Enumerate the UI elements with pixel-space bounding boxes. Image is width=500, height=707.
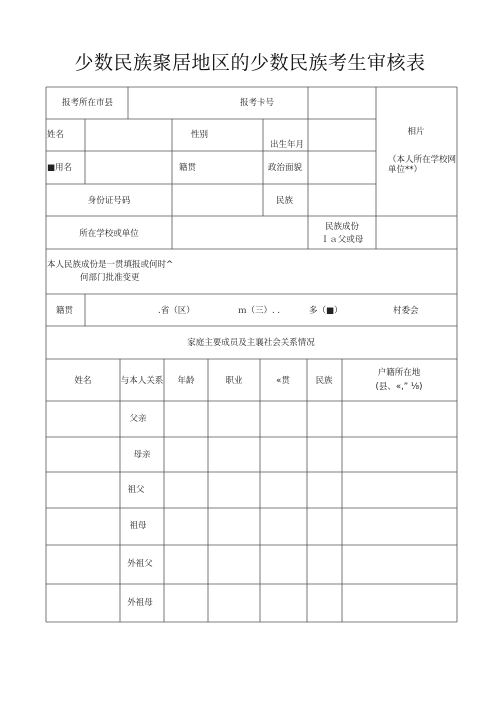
label-jiguan: 籍贯	[56, 306, 74, 316]
relation-grandmother: 祖母	[129, 521, 147, 531]
relation-maternal-grandfather: 外祖父	[127, 559, 153, 569]
label-township: 多（■）	[309, 306, 343, 316]
relation-maternal-grandmother: 外祖母	[127, 598, 153, 608]
col-name: 姓名	[74, 376, 92, 386]
col-occupation: 职业	[225, 376, 243, 386]
label-gender: 性别	[191, 130, 209, 140]
label-exam-city: 报考所在市县	[62, 98, 114, 108]
label-school-unit: 所在学校或单位	[79, 229, 139, 239]
label-id-no: 身份证号码	[87, 196, 131, 206]
label-birth: 出生年月	[270, 140, 305, 150]
form-title: 少数民族聚居地区的少数民族考生审核表	[74, 52, 426, 74]
col-hukou-2: (县、«,” ⅛)	[375, 382, 423, 392]
label-parent-ethnicity-1: 民族成份	[324, 222, 360, 232]
label-city: ｍ（三）. .	[238, 306, 281, 316]
col-hukou-1: 户籍所在地	[377, 368, 421, 378]
relation-father: 父亲	[129, 414, 147, 424]
col-native: «贯	[276, 376, 290, 386]
label-village: 村委会	[393, 306, 419, 316]
label-own-ethnicity-1: 本人民族成份是一贯填报或何时^	[47, 260, 174, 270]
label-family-section: 家庭主要成员及主襄社会关系情况	[187, 338, 315, 348]
col-age: 年龄	[177, 376, 195, 386]
label-photo: 相片	[407, 127, 425, 137]
label-parent-ethnicity-2: Ｉａ父或母	[320, 235, 364, 245]
col-relation: 与本人关系	[120, 376, 164, 386]
label-used-name: ■用名	[47, 163, 73, 173]
label-name: 姓名	[47, 130, 65, 140]
label-province: .省（区）	[158, 306, 195, 316]
label-native-place: 籍贯	[179, 163, 197, 173]
relation-mother: 母亲	[133, 450, 151, 460]
col-ethnicity: 民族	[315, 376, 333, 386]
label-ethnicity: 民族	[276, 196, 294, 206]
label-photo-note: （本人所在学校网单位**）	[388, 155, 457, 175]
relation-grandfather: 祖父	[127, 485, 145, 495]
label-political: 政治面貌	[268, 163, 303, 173]
label-own-ethnicity-2: 何部门批准变更	[80, 273, 140, 283]
label-exam-card-no: 报考卡号	[240, 98, 275, 108]
